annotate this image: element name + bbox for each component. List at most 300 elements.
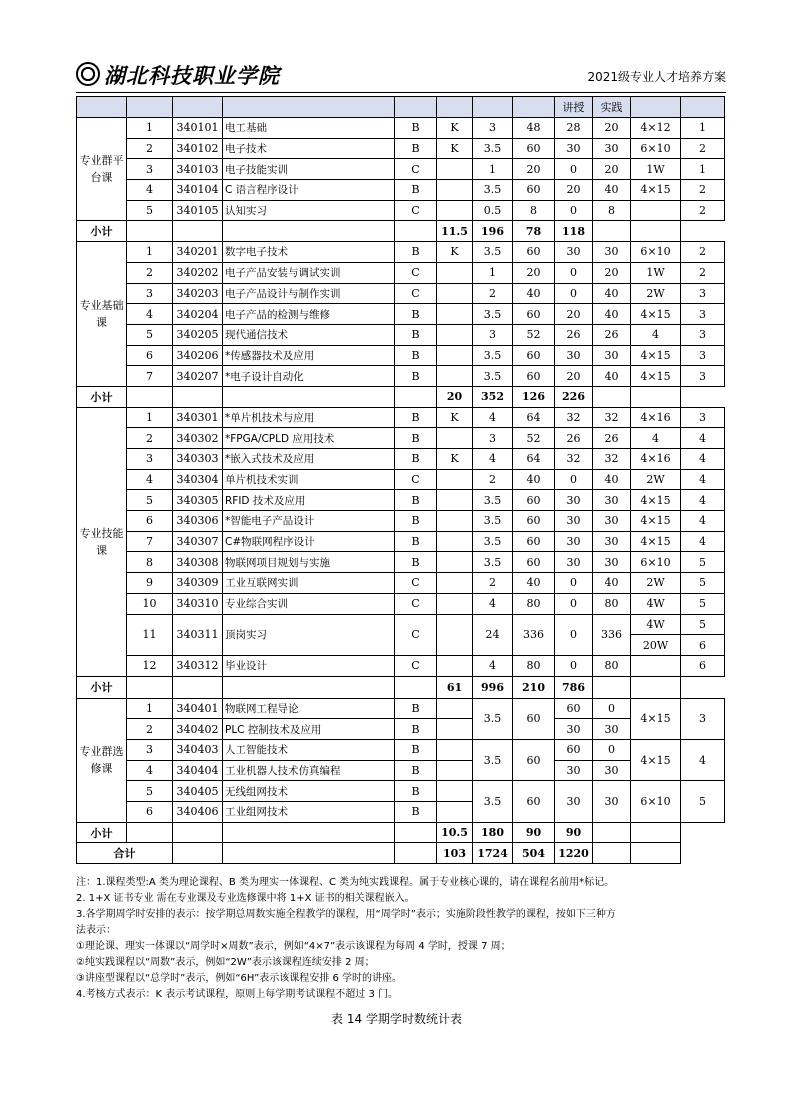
exam-mark: [437, 324, 473, 345]
group-label: 专业群平台课: [77, 118, 127, 221]
course-type: B: [395, 490, 437, 511]
course-type: C: [395, 262, 437, 283]
empty-cell: [223, 843, 395, 864]
subtotal-value: 196: [473, 221, 513, 242]
course-code: 340205: [173, 324, 223, 345]
subtotal-row: [77, 386, 725, 407]
semester: 1: [681, 118, 725, 139]
course-index: 1: [127, 407, 173, 428]
course-index: 6: [127, 802, 173, 823]
total-hours: 60: [513, 345, 555, 366]
school-logo-icon: [76, 62, 100, 86]
lecture-hours: 0: [555, 283, 593, 304]
note-line: 法表示：: [76, 925, 116, 936]
course-index: 12: [127, 655, 173, 676]
exam-mark: K: [437, 242, 473, 263]
empty-cell: [631, 843, 681, 864]
semester: 2: [681, 200, 725, 221]
weekly-arrangement: 6×10: [631, 552, 681, 573]
semester: 2: [681, 138, 725, 159]
semester: 4: [681, 428, 725, 449]
table-row: [77, 614, 725, 635]
table-row: [77, 138, 725, 159]
course-name: 工业互联网实训: [223, 573, 395, 594]
subtotal-value: 226: [555, 386, 593, 407]
table-row: [77, 345, 725, 366]
exam-mark: [437, 490, 473, 511]
weekly-arrangement: 6×10: [631, 781, 681, 822]
note-line: 3.各学期周学时安排的表示：按学期总周数实施全程教学的课程，用“周学时”表示；实施阶段性教学的课程，按如下三种方: [76, 909, 616, 920]
course-type: B: [395, 781, 437, 802]
table-row: [77, 180, 725, 201]
course-code: 340406: [173, 802, 223, 823]
lecture-hours: 0: [555, 469, 593, 490]
credits: 3: [473, 428, 513, 449]
subtotal-label: 小计: [77, 386, 127, 407]
subtotal-value: 996: [473, 676, 513, 698]
exam-mark: [437, 159, 473, 180]
course-code: 340203: [173, 283, 223, 304]
credits: 3.5: [473, 304, 513, 325]
credits: 3.5: [473, 552, 513, 573]
subtotal-value: 20: [437, 386, 473, 407]
weekly-arrangement: 4W: [631, 593, 681, 614]
course-code: 340303: [173, 449, 223, 470]
course-code: 340104: [173, 180, 223, 201]
note-line: 4.考核方式表示：K 表示考试课程，原则上每学期考试课程不超过 3 门。: [76, 989, 398, 1000]
lecture-hours: 30: [555, 781, 593, 822]
lecture-hours: 0: [555, 593, 593, 614]
course-name: 专业综合实训: [223, 593, 395, 614]
practice-hours: 32: [593, 407, 631, 428]
total-hours: 60: [513, 739, 555, 780]
weekly-arrangement: 4×15: [631, 180, 681, 201]
total-hours: 64: [513, 407, 555, 428]
practice-hours: 80: [593, 593, 631, 614]
subtotal-row: [77, 676, 725, 698]
group-label: 专业技能课: [77, 407, 127, 676]
group-label: 专业群选修课: [77, 698, 127, 822]
course-index: 3: [127, 739, 173, 760]
practice-hours: 40: [593, 180, 631, 201]
weekly-arrangement: 4×15: [631, 366, 681, 387]
course-code: 340306: [173, 511, 223, 532]
exam-mark: [437, 180, 473, 201]
semester: 5: [681, 552, 725, 573]
semester: 3: [681, 283, 725, 304]
practice-hours: 30: [593, 242, 631, 263]
table-row: [77, 242, 725, 263]
weekly-arrangement: 20W: [631, 635, 681, 656]
weekly-arrangement: 4×15: [631, 739, 681, 780]
exam-mark: [437, 552, 473, 573]
exam-mark: [437, 428, 473, 449]
subtotal-row: [77, 822, 725, 843]
total-hours: 48: [513, 118, 555, 139]
weekly-arrangement: 4×15: [631, 304, 681, 325]
practice-hours: 20: [593, 262, 631, 283]
credits: 3.5: [473, 698, 513, 739]
table-row: [77, 698, 725, 719]
practice-hours: 336: [593, 614, 631, 655]
lecture-hours: 32: [555, 449, 593, 470]
credits: 3.5: [473, 531, 513, 552]
empty-cell: [593, 822, 631, 843]
exam-mark: [437, 573, 473, 594]
course-type: C: [395, 200, 437, 221]
course-index: 2: [127, 262, 173, 283]
table-row: [77, 760, 725, 781]
semester: 6: [681, 635, 725, 656]
total-value: 504: [513, 843, 555, 864]
table-row: [77, 739, 725, 760]
exam-mark: [437, 200, 473, 221]
semester: 3: [681, 324, 725, 345]
lecture-hours: 30: [555, 552, 593, 573]
subtotal-value: 180: [473, 822, 513, 843]
practice-hours: 26: [593, 428, 631, 449]
course-hours-table: [76, 96, 725, 864]
weekly-arrangement: 4×12: [631, 118, 681, 139]
table-row: [77, 573, 725, 594]
course-index: 4: [127, 469, 173, 490]
empty-cell: [395, 386, 437, 407]
course-code: 340304: [173, 469, 223, 490]
semester: 4: [681, 531, 725, 552]
course-type: C: [395, 159, 437, 180]
course-type: B: [395, 304, 437, 325]
note-line: 2. 1+X 证书专业 需在专业课及专业选修课中将 1+X 证书的相关课程嵌入。: [76, 893, 415, 904]
course-type: C: [395, 573, 437, 594]
table-row: [77, 511, 725, 532]
subtotal-value: 11.5: [437, 221, 473, 242]
note-line: ③讲座型课程以“总学时”表示，例如“6H”表示该课程安排 6 学时的讲座。: [76, 973, 402, 984]
course-index: 3: [127, 283, 173, 304]
course-name: 认知实习: [223, 200, 395, 221]
table-row: [77, 490, 725, 511]
empty-cell: [173, 843, 223, 864]
lecture-hours: 28: [555, 118, 593, 139]
table-row: [77, 428, 725, 449]
course-name: 毕业设计: [223, 655, 395, 676]
course-code: 340301: [173, 407, 223, 428]
group-label: 专业基础课: [77, 242, 127, 387]
course-code: 340403: [173, 739, 223, 760]
empty-cell: [631, 822, 681, 843]
page-header: [76, 58, 726, 93]
credits: 3.5: [473, 739, 513, 780]
course-type: B: [395, 698, 437, 719]
course-type: B: [395, 345, 437, 366]
course-name: 电子产品安装与调试实训: [223, 262, 395, 283]
weekly-arrangement: 2W: [631, 573, 681, 594]
exam-mark: [437, 614, 473, 655]
practice-hours: 0: [593, 739, 631, 760]
course-index: 4: [127, 304, 173, 325]
exam-mark: K: [437, 118, 473, 139]
total-hours: 8: [513, 200, 555, 221]
table-row: [77, 366, 725, 387]
table-row: [77, 552, 725, 573]
course-index: 5: [127, 324, 173, 345]
course-type: B: [395, 531, 437, 552]
lecture-hours: 26: [555, 324, 593, 345]
course-code: 340308: [173, 552, 223, 573]
course-type: B: [395, 511, 437, 532]
credits: 2: [473, 283, 513, 304]
total-hours: 64: [513, 449, 555, 470]
semester: 3: [681, 345, 725, 366]
lecture-hours: 0: [555, 200, 593, 221]
course-code: 340101: [173, 118, 223, 139]
semester: 6: [681, 655, 725, 676]
subtotal-label: 小计: [77, 676, 127, 698]
practice-hours: 32: [593, 449, 631, 470]
course-code: 340207: [173, 366, 223, 387]
total-hours: 60: [513, 304, 555, 325]
credits: 3: [473, 118, 513, 139]
credits: 3.5: [473, 345, 513, 366]
course-name: PLC 控制技术及应用: [223, 719, 395, 740]
subtotal-row: [77, 221, 725, 242]
lecture-hours: 30: [555, 138, 593, 159]
table-row: [77, 283, 725, 304]
course-name: C#物联网程序设计: [223, 531, 395, 552]
exam-mark: K: [437, 407, 473, 428]
course-type: B: [395, 407, 437, 428]
practice-hours: 40: [593, 469, 631, 490]
course-code: 340401: [173, 698, 223, 719]
practice-hours: 0: [593, 698, 631, 719]
total-label: 合计: [77, 843, 173, 864]
exam-mark: [437, 304, 473, 325]
lecture-hours: 0: [555, 262, 593, 283]
course-index: 2: [127, 138, 173, 159]
subtotal-label: 小计: [77, 221, 127, 242]
course-name: 数字电子技术: [223, 242, 395, 263]
weekly-arrangement: 4: [631, 428, 681, 449]
lecture-hours: 26: [555, 428, 593, 449]
course-index: 1: [127, 698, 173, 719]
total-hours: 60: [513, 138, 555, 159]
total-hours: 60: [513, 180, 555, 201]
course-type: B: [395, 180, 437, 201]
empty-cell: [127, 221, 173, 242]
exam-mark: [437, 719, 473, 740]
course-type: B: [395, 719, 437, 740]
semester: 2: [681, 262, 725, 283]
course-index: 9: [127, 573, 173, 594]
credits: 3.5: [473, 242, 513, 263]
practice-hours: 30: [593, 345, 631, 366]
total-hours: 60: [513, 511, 555, 532]
table-row: [77, 304, 725, 325]
course-type: B: [395, 449, 437, 470]
weekly-arrangement: 1W: [631, 262, 681, 283]
weekly-arrangement: 4×15: [631, 490, 681, 511]
course-code: 340206: [173, 345, 223, 366]
table-caption: 表 14 学期学时数统计表: [331, 1012, 462, 1026]
exam-mark: [437, 469, 473, 490]
total-value: 103: [437, 843, 473, 864]
table-row: [77, 407, 725, 428]
credits: 0.5: [473, 200, 513, 221]
subtotal-value: 126: [513, 386, 555, 407]
lecture-hours: 30: [555, 511, 593, 532]
course-name: 电工基础: [223, 118, 395, 139]
semester: 4: [681, 490, 725, 511]
lecture-hours: 20: [555, 366, 593, 387]
credits: 3.5: [473, 490, 513, 511]
course-type: C: [395, 593, 437, 614]
subtotal-value: 210: [513, 676, 555, 698]
total-hours: 20: [513, 159, 555, 180]
weekly-arrangement: 4W: [631, 614, 681, 635]
empty-cell: [593, 676, 631, 698]
course-index: 2: [127, 428, 173, 449]
course-type: B: [395, 242, 437, 263]
table-row: [77, 781, 725, 802]
course-type: C: [395, 469, 437, 490]
weekly-arrangement: 4×15: [631, 511, 681, 532]
weekly-arrangement: 4×15: [631, 531, 681, 552]
practice-hours: 40: [593, 304, 631, 325]
practice-header: 实践: [593, 97, 631, 118]
lecture-hours: 0: [555, 655, 593, 676]
course-code: 340202: [173, 262, 223, 283]
lecture-hours: 20: [555, 180, 593, 201]
total-value: 1220: [555, 843, 593, 864]
course-index: 8: [127, 552, 173, 573]
empty-cell: [223, 386, 395, 407]
lecture-hours: 30: [555, 531, 593, 552]
total-hours: 80: [513, 655, 555, 676]
practice-hours: 8: [593, 200, 631, 221]
subtotal-value: 352: [473, 386, 513, 407]
course-type: B: [395, 366, 437, 387]
exam-mark: [437, 345, 473, 366]
exam-mark: [437, 283, 473, 304]
total-hours: 60: [513, 531, 555, 552]
course-index: 7: [127, 531, 173, 552]
course-name: *传感器技术及应用: [223, 345, 395, 366]
empty-cell: [223, 676, 395, 698]
table-header-row: [77, 97, 725, 118]
subtotal-value: 10.5: [437, 822, 473, 843]
exam-mark: [437, 262, 473, 283]
semester: 2: [681, 180, 725, 201]
weekly-arrangement: 2W: [631, 283, 681, 304]
empty-cell: [127, 676, 173, 698]
course-code: 340201: [173, 242, 223, 263]
credits: 24: [473, 614, 513, 655]
course-index: 4: [127, 180, 173, 201]
semester: 3: [681, 698, 725, 739]
course-type: B: [395, 739, 437, 760]
practice-hours: 30: [593, 511, 631, 532]
subtotal-value: 61: [437, 676, 473, 698]
weekly-arrangement: 4×16: [631, 407, 681, 428]
course-index: 3: [127, 159, 173, 180]
table-row: [77, 469, 725, 490]
empty-cell: [223, 822, 395, 843]
semester: 3: [681, 407, 725, 428]
course-name: 物联网工程导论: [223, 698, 395, 719]
semester: 4: [681, 511, 725, 532]
lecture-hours: 30: [555, 242, 593, 263]
total-hours: 40: [513, 469, 555, 490]
weekly-arrangement: 6×10: [631, 138, 681, 159]
course-name: 顶岗实习: [223, 614, 395, 655]
course-index: 2: [127, 719, 173, 740]
course-name: 工业组网技术: [223, 802, 395, 823]
lecture-hours: 60: [555, 698, 593, 719]
total-row: [77, 843, 725, 864]
weekly-arrangement: [631, 200, 681, 221]
practice-hours: 40: [593, 283, 631, 304]
empty-cell: [395, 221, 437, 242]
course-name: 单片机技术实训: [223, 469, 395, 490]
course-type: C: [395, 614, 437, 655]
practice-hours: 30: [593, 490, 631, 511]
practice-hours: 30: [593, 719, 631, 740]
empty-cell: [593, 843, 631, 864]
total-hours: 60: [513, 490, 555, 511]
semester: 5: [681, 781, 725, 822]
empty-cell: [173, 676, 223, 698]
semester: 4: [681, 739, 725, 780]
lecture-hours: 30: [555, 345, 593, 366]
course-code: 340105: [173, 200, 223, 221]
course-name: *嵌入式技术及应用: [223, 449, 395, 470]
course-code: 340302: [173, 428, 223, 449]
course-code: 340102: [173, 138, 223, 159]
practice-hours: 26: [593, 324, 631, 345]
course-name: C 语言程序设计: [223, 180, 395, 201]
practice-hours: 30: [593, 531, 631, 552]
total-hours: 52: [513, 428, 555, 449]
semester: 5: [681, 573, 725, 594]
semester: 1: [681, 159, 725, 180]
subtotal-value: 90: [513, 822, 555, 843]
course-type: B: [395, 802, 437, 823]
course-type: B: [395, 118, 437, 139]
empty-cell: [395, 676, 437, 698]
exam-mark: [437, 511, 473, 532]
course-index: 5: [127, 781, 173, 802]
course-code: 340404: [173, 760, 223, 781]
empty-cell: [173, 386, 223, 407]
course-code: 340204: [173, 304, 223, 325]
course-code: 340405: [173, 781, 223, 802]
table-notes: [76, 875, 726, 1003]
course-index: 11: [127, 614, 173, 655]
course-index: 3: [127, 449, 173, 470]
semester: 4: [681, 449, 725, 470]
course-code: 340305: [173, 490, 223, 511]
note-line: ②纯实践课程以“周数”表示，例如“2W”表示该课程连续安排 2 周；: [76, 957, 375, 968]
course-name: 电子产品设计与制作实训: [223, 283, 395, 304]
credits: 4: [473, 449, 513, 470]
lecture-header: 讲授: [555, 97, 593, 118]
credits: 3.5: [473, 366, 513, 387]
school-name: 湖北科技职业学院: [104, 63, 280, 88]
total-hours: 60: [513, 366, 555, 387]
total-hours: 40: [513, 573, 555, 594]
table-row: [77, 531, 725, 552]
course-name: *智能电子产品设计: [223, 511, 395, 532]
table-row: [77, 118, 725, 139]
